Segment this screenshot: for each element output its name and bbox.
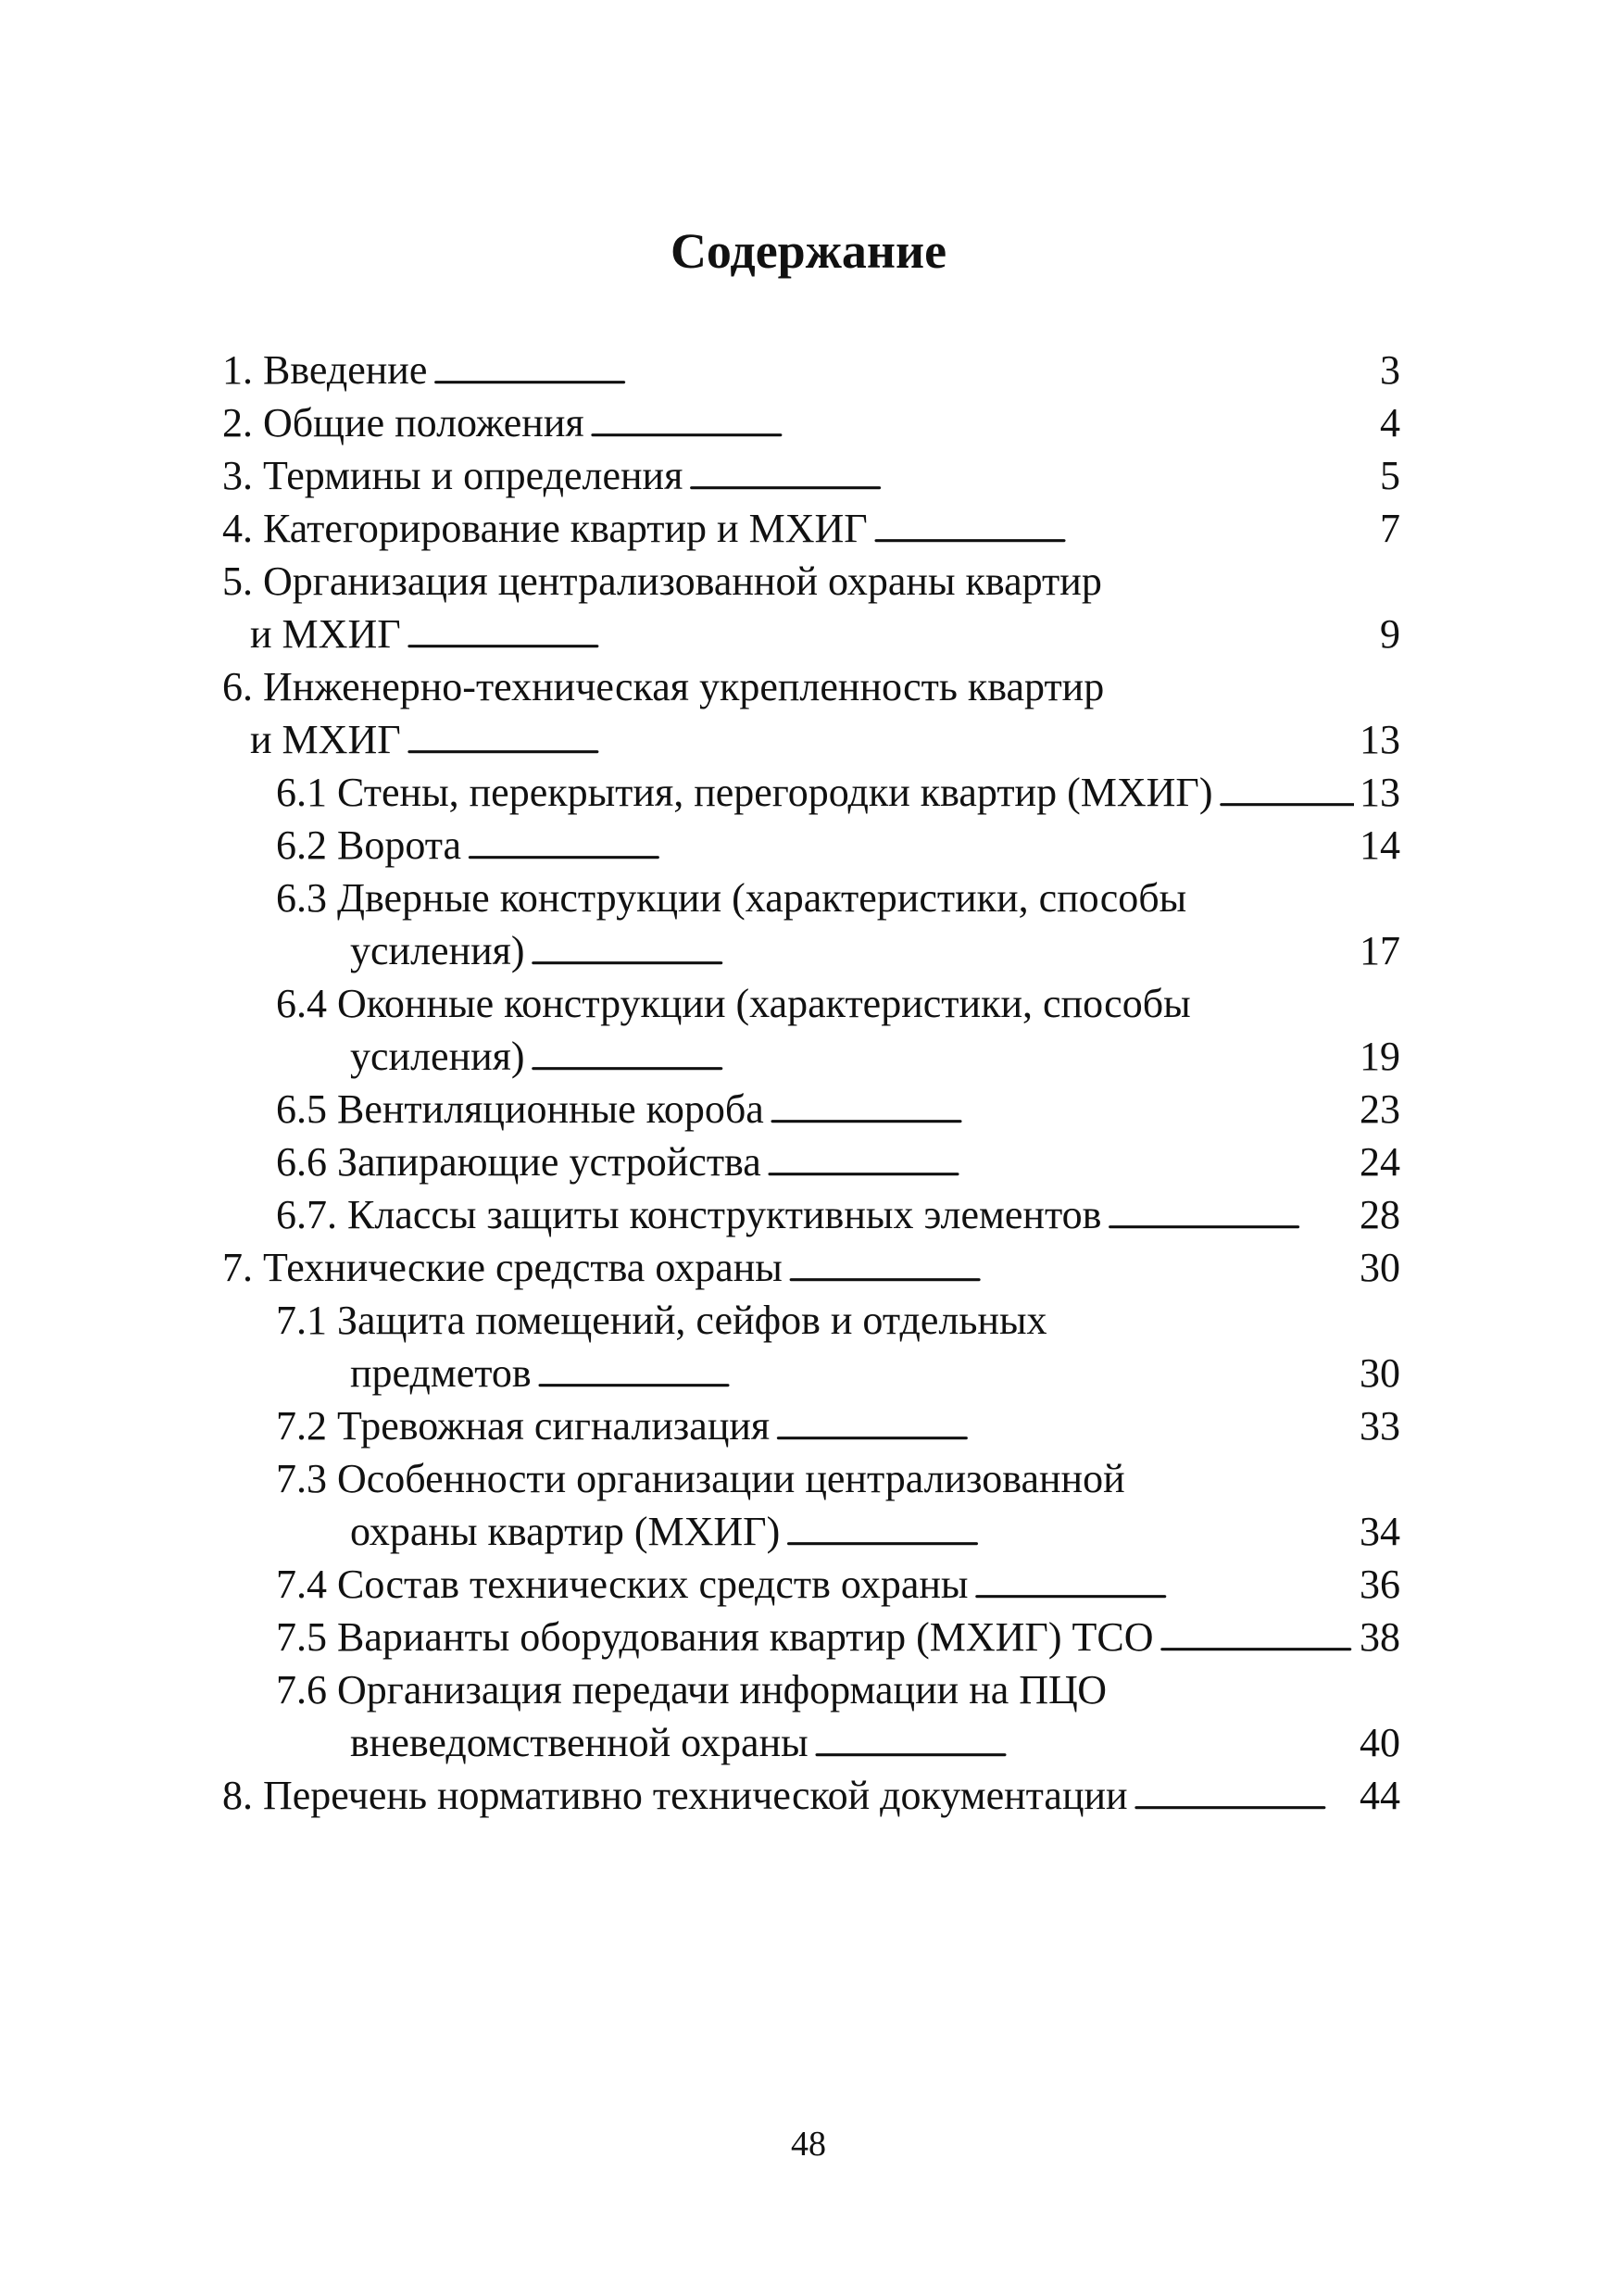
toc-entry-title: усиления) — [350, 928, 525, 973]
toc-entry-title: 6.7. Классы защиты конструктивных элементов — [276, 1192, 1102, 1237]
toc-entry-title: 7.6 Организация передачи информации на ПЦО — [276, 1667, 1108, 1713]
toc-entry — [276, 1399, 1400, 1452]
dot-leader — [590, 396, 1374, 449]
toc-page-number: 17 — [1360, 928, 1400, 973]
toc-page-number: 3 — [1380, 347, 1400, 393]
page-title: Содержание — [670, 223, 947, 279]
toc-entry-title: 6.2 Ворота — [276, 822, 462, 868]
toc-entry-title: 8. Перечень нормативно технической документации — [222, 1773, 1128, 1818]
toc-entry-title: 1. Введение — [222, 347, 428, 393]
toc-entry-title: 6.4 Оконные конструкции (характеристики, способы — [276, 981, 1191, 1026]
toc-entry-title: 7.5 Варианты оборудования квартир (МХИГ) ТСО — [276, 1614, 1154, 1660]
dot-leader — [775, 1399, 1354, 1452]
toc-entry — [276, 766, 1400, 819]
dot-leader — [432, 344, 1374, 396]
dot-leader — [407, 713, 1354, 766]
dot-leader — [688, 449, 1374, 502]
toc-entry-title: 3. Термины и определения — [222, 453, 683, 498]
toc-entry — [276, 1083, 1400, 1135]
toc-entry-title: 4. Категорирование квартир и МХИГ — [222, 506, 868, 551]
dot-leader — [531, 1030, 1354, 1083]
toc-page-number: 34 — [1360, 1509, 1400, 1554]
toc-entry — [350, 1505, 1400, 1558]
toc-entry-title: 7.3 Особенности организации централизованной — [276, 1456, 1125, 1501]
toc-entry-title: 6.3 Дверные конструкции (характеристики, способы — [276, 875, 1187, 921]
toc-entry-title: и МХИГ — [250, 611, 401, 657]
toc-entry — [276, 1135, 1400, 1188]
dot-leader — [531, 924, 1354, 977]
dot-leader — [1134, 1769, 1354, 1822]
toc-page-number: 14 — [1360, 822, 1400, 868]
toc-page-number: 30 — [1360, 1350, 1400, 1396]
toc-entry — [350, 924, 1400, 977]
dot-leader — [1219, 766, 1354, 819]
toc-page-number: 44 — [1360, 1773, 1400, 1818]
toc-page-number: 23 — [1360, 1086, 1400, 1132]
toc-entry-title: 6. Инженерно-техническая укрепленность квартир — [222, 664, 1105, 709]
toc-page-number: 7 — [1380, 506, 1400, 551]
dot-leader — [467, 819, 1354, 872]
toc-entry — [276, 819, 1400, 872]
dot-leader — [788, 1241, 1354, 1294]
toc-page-number: 33 — [1360, 1403, 1400, 1449]
dot-leader — [814, 1716, 1354, 1769]
toc-entry-title: охраны квартир (МХИГ) — [350, 1509, 781, 1554]
toc-entry — [350, 1030, 1400, 1083]
toc-entry — [276, 1294, 1400, 1347]
toc-entry — [276, 1452, 1400, 1505]
toc-entry — [350, 1347, 1400, 1399]
toc-entry-title: 6.5 Вентиляционные короба — [276, 1086, 764, 1132]
dot-leader — [873, 502, 1374, 555]
toc-entry-title: 7.4 Состав технических средств охраны — [276, 1562, 969, 1607]
toc-page-number: 28 — [1360, 1192, 1400, 1237]
toc-page-number: 13 — [1360, 717, 1400, 762]
toc-entry-title: вневедомственной охраны — [350, 1720, 808, 1765]
toc-entry — [222, 555, 1400, 608]
toc-entry-title: и МХИГ — [250, 717, 401, 762]
toc-entry-title: 2. Общие положения — [222, 400, 584, 445]
toc-page-number: 30 — [1360, 1245, 1400, 1290]
toc-entry — [222, 660, 1400, 713]
toc-entry — [222, 396, 1400, 449]
dot-leader — [1159, 1611, 1354, 1663]
toc-entry — [276, 1663, 1400, 1716]
dot-leader — [1107, 1188, 1354, 1241]
toc-entry — [222, 1769, 1400, 1822]
toc-page-number: 19 — [1360, 1034, 1400, 1079]
toc-page-number: 4 — [1380, 400, 1400, 445]
toc-entry — [222, 1241, 1400, 1294]
toc-entry — [276, 1558, 1400, 1611]
dot-leader — [407, 608, 1374, 660]
toc-entry — [250, 713, 1400, 766]
toc-entry-title: предметов — [350, 1350, 532, 1396]
toc-entry — [250, 608, 1400, 660]
dot-leader — [767, 1135, 1354, 1188]
toc-entry-title: 5. Организация централизованной охраны квартир — [222, 558, 1102, 604]
dot-leader — [770, 1083, 1354, 1135]
toc-entry-title: 7. Технические средства охраны — [222, 1245, 783, 1290]
toc-entry — [276, 1611, 1400, 1663]
toc-entry — [222, 449, 1400, 502]
dot-leader — [537, 1347, 1354, 1399]
toc-entry — [222, 344, 1400, 396]
toc-entry — [276, 1188, 1400, 1241]
toc-entry — [222, 502, 1400, 555]
toc-entry-title: 7.2 Тревожная сигнализация — [276, 1403, 771, 1449]
toc-entry-title: 7.1 Защита помещений, сейфов и отдельных — [276, 1298, 1047, 1343]
toc-page-number: 5 — [1380, 453, 1400, 498]
toc-page-number: 40 — [1360, 1720, 1400, 1765]
toc-page-number: 24 — [1360, 1139, 1400, 1185]
toc-page-number: 13 — [1360, 770, 1400, 815]
toc-entry-title: 6.6 Запирающие устройства — [276, 1139, 761, 1185]
toc-page-number: 9 — [1380, 611, 1400, 657]
toc-entry-title: 6.1 Стены, перекрытия, перегородки квартир (МХИГ) — [276, 770, 1213, 815]
dot-leader — [785, 1505, 1354, 1558]
toc-entry — [276, 872, 1400, 924]
dot-leader — [973, 1558, 1354, 1611]
toc-entry-title: усиления) — [350, 1034, 525, 1079]
toc-entry — [350, 1716, 1400, 1769]
toc-page-number: 36 — [1360, 1562, 1400, 1607]
page-number: 48 — [791, 2125, 826, 2164]
toc-page-number: 38 — [1360, 1614, 1400, 1660]
toc-entry — [276, 977, 1400, 1030]
